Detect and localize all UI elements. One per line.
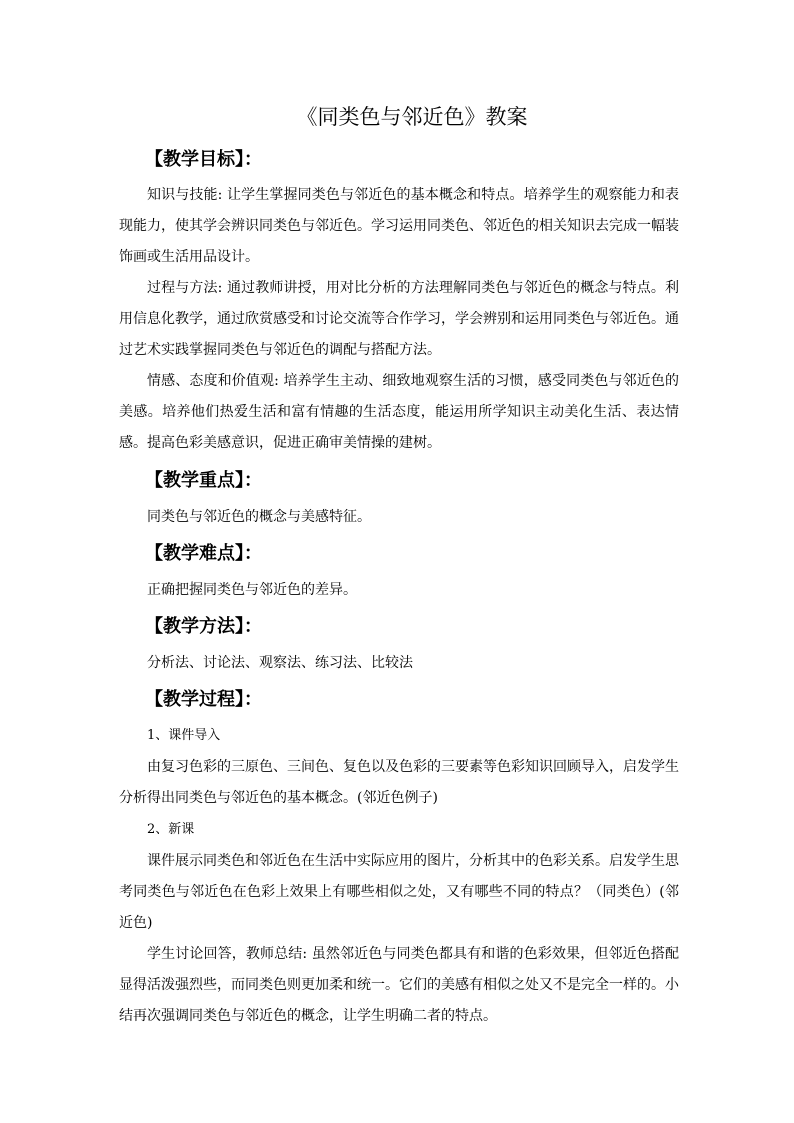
text-methods: 分析法、讨论法、观察法、练习法、比较法 bbox=[147, 655, 413, 671]
heading-objectives: 【教学目标】： bbox=[145, 149, 262, 170]
text-key-points: 同类色与邻近色的概念与美感特征。 bbox=[147, 509, 371, 525]
step2-summary: 学生讨论回答，教师总结: 虽然邻近色与同类色都具有和谐的色彩效果，但邻近色搭配显得活泼强烈些，而同类色则更加柔和统一。它们的美感有相似之处又不是完全一样的。小结再次强调同类色与邻近色的概念，让学生明确二者的特点。 bbox=[119, 946, 679, 1024]
step1-label: 1、课件导入 bbox=[147, 728, 221, 743]
paragraph-emotion-values: 情感、态度和价值观: 培养学生主动、细致地观察生活的习惯，感受同类色与邻近色的美感。培养他们热爱生活和富有情趣的生活态度，能运用所学知识主动美化生活、表达情感。提高色彩美感意识，促进正确审美情操的建树。 bbox=[119, 373, 679, 451]
heading-process: 【教学过程】： bbox=[145, 689, 262, 710]
text-difficulties: 正确把握同类色与邻近色的差异。 bbox=[147, 582, 357, 598]
step2-label: 2、新课 bbox=[147, 822, 195, 837]
paragraph-knowledge-skills: 知识与技能: 让学生掌握同类色与邻近色的基本概念和特点。培养学生的观察能力和表现能力，使其学会辨识同类色与邻近色。学习运用同类色、邻近色的相关知识去完成一幅装饰画或生活用品设计。 bbox=[119, 187, 679, 265]
document-title: 《同类色与邻近色》教案 bbox=[296, 105, 528, 129]
step1-text: 由复习色彩的三原色、三间色、复色以及色彩的三要素等色彩知识回顾导入，启发学生分析得出同类色与邻近色的基本概念。(邻近色例子) bbox=[119, 759, 679, 806]
heading-difficulties: 【教学难点】： bbox=[145, 543, 262, 564]
heading-key-points: 【教学重点】： bbox=[145, 470, 262, 491]
paragraph-process-methods: 过程与方法: 通过教师讲授，用对比分析的方法理解同类色与邻近色的概念与特点。利用信息化教学，通过欣赏感受和讨论交流等合作学习，学会辨别和运用同类色与邻近色。通过艺术实践掌握同类色与邻近色的调配与搭配方法。 bbox=[119, 280, 679, 358]
heading-methods: 【教学方法】： bbox=[145, 616, 262, 637]
step2-text: 课件展示同类色和邻近色在生活中实际应用的图片，分析其中的色彩关系。启发学生思考同类色与邻近色在色彩上效果上有哪些相似之处，又有哪些不同的特点？（同类色）(邻近色) bbox=[119, 853, 679, 931]
